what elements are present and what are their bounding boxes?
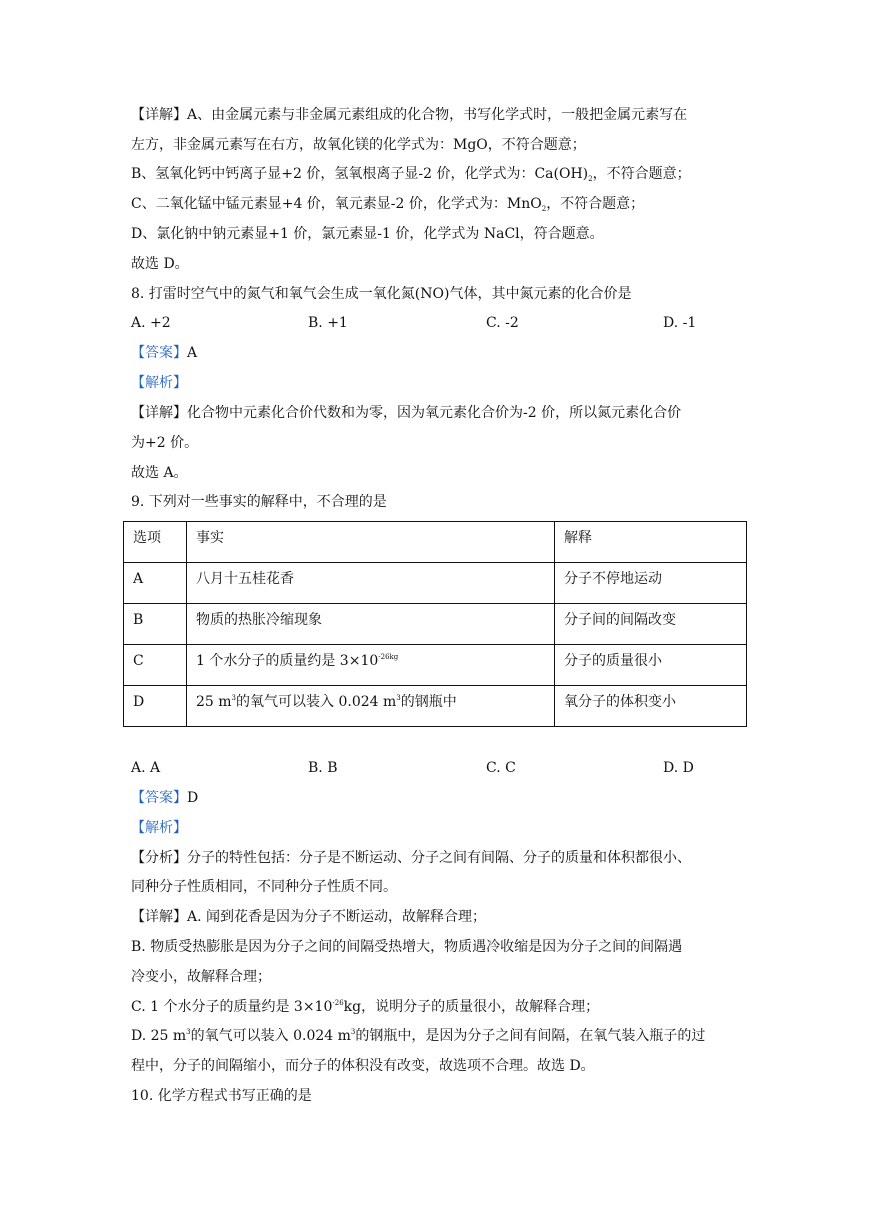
table-row (124, 604, 747, 645)
q8-detail-line-1: 【详解】化合物中元素化合价代数和为零，因为氧元素化合价为-2 价，所以氮元素化合价 (131, 405, 682, 421)
row-option: C (124, 645, 187, 686)
row-fact: 1 个水分子的质量约是 $3\times 10^{-26kg}$ (187, 645, 555, 686)
table-row (124, 686, 747, 727)
q8-option-d: D. -1 (663, 315, 697, 331)
q8-options (131, 313, 731, 333)
q9-stem: 9. 下列对一些事实的解释中，不合理的是 (131, 494, 387, 510)
q9-detail-c: C. 1 个水分子的质量约是 $3\times 10^{-26}kg$，说明分子的质量很小，故解释合理； (131, 999, 600, 1015)
row-option: D (124, 686, 187, 727)
q7-option-b-explanation: B、氢氧化钙中钙离子显+2 价，氢氧根离子显-2 价，化学式为：$Ca(OH)_2$，不符合题意； (131, 166, 691, 183)
row-explanation: 分子间的间隔改变 (555, 604, 747, 645)
answer-value: A (187, 345, 198, 361)
q9-facts-table (123, 521, 747, 727)
q9-option-b: B. B (308, 760, 338, 776)
q8-stem: 8. 打雷时空气中的氮气和氧气会生成一氧化氮(NO)气体，其中氮元素的化合价是 (131, 286, 632, 302)
q9-answer (131, 788, 198, 808)
table-row (124, 645, 747, 686)
header-explanation: 解释 (555, 522, 747, 563)
q8-answer (131, 343, 197, 363)
q8-option-b: B. +1 (308, 315, 348, 331)
row-fact: 八月十五桂花香 (187, 563, 555, 604)
row-explanation: 氧分子的体积变小 (555, 686, 747, 727)
row-explanation: 分子的质量很小 (555, 645, 747, 686)
q8-detail-line-2: 为+2 价。 (131, 435, 199, 451)
q9-detail-d-line-2: 程中，分子的间隔缩小，而分子的体积没有改变，故选项不合理。故选 D。 (131, 1058, 595, 1074)
table-header-row (124, 522, 747, 563)
q8-option-a: A. +2 (131, 315, 171, 331)
q9-analysis-tag: 【解析】 (131, 820, 187, 836)
q10-stem: 10. 化学方程式书写正确的是 (131, 1088, 312, 1104)
q9-options (131, 758, 731, 778)
q7-option-d-explanation: D、氯化钠中钠元素显+1 价，氯元素显-1 价，化学式为 NaCl，符合题意。 (131, 226, 604, 242)
q7-conclusion: 故选 D。 (131, 256, 189, 272)
row-fact: 25 $m^3$的氧气可以装入 0.024 $m^3$的钢瓶中 (187, 686, 555, 727)
answer-tag: 【答案】 (131, 790, 187, 806)
q9-analysis-line-2: 同种分子性质相同，不同种分子性质不同。 (131, 879, 397, 895)
q8-option-c: C. -2 (486, 315, 519, 331)
q9-option-a: A. A (131, 760, 161, 776)
q9-option-d: D. D (663, 760, 694, 776)
q9-detail-a: 【详解】A. 闻到花香是因为分子不断运动，故解释合理； (131, 909, 487, 925)
row-option: B (124, 604, 187, 645)
answer-value: D (187, 790, 199, 806)
q9-detail-b-line-1: B. 物质受热膨胀是因为分子之间的间隔受热增大，物质遇冷收缩是因为分子之间的间隔遇 (131, 939, 683, 955)
q8-conclusion: 故选 A。 (131, 465, 188, 481)
q9-analysis-line-1: 【分析】分子的特性包括：分子是不断运动、分子之间有间隔、分子的质量和体积都很小、 (131, 850, 691, 866)
row-option: A (124, 563, 187, 604)
q7-option-c-explanation: C、二氧化锰中锰元素显+4 价，氧元素显-2 价，化学式为：MnO$_2$，不符合题意； (131, 196, 645, 213)
header-option: 选项 (124, 522, 187, 563)
row-explanation: 分子不停地运动 (555, 563, 747, 604)
q7-detail-line-1: 【详解】A、由金属元素与非金属元素组成的化合物，书写化学式时，一般把金属元素写在 (131, 107, 688, 123)
q8-analysis-tag: 【解析】 (131, 375, 187, 391)
answer-tag: 【答案】 (131, 345, 187, 361)
q9-option-c: C. C (486, 760, 516, 776)
table-row (124, 563, 747, 604)
row-fact: 物质的热胀冷缩现象 (187, 604, 555, 645)
q9-detail-d-line-1: D. 25 $m^3$的氧气可以装入 0.024 $m^3$的钢瓶中，是因为分子之间有间隔，在氧气装入瓶子的过 (131, 1028, 706, 1044)
q9-detail-b-line-2: 冷变小，故解释合理； (131, 969, 271, 985)
q7-detail-line-2: 左方，非金属元素写在右方，故氧化镁的化学式为：MgO，不符合题意； (131, 137, 586, 153)
header-fact: 事实 (187, 522, 555, 563)
